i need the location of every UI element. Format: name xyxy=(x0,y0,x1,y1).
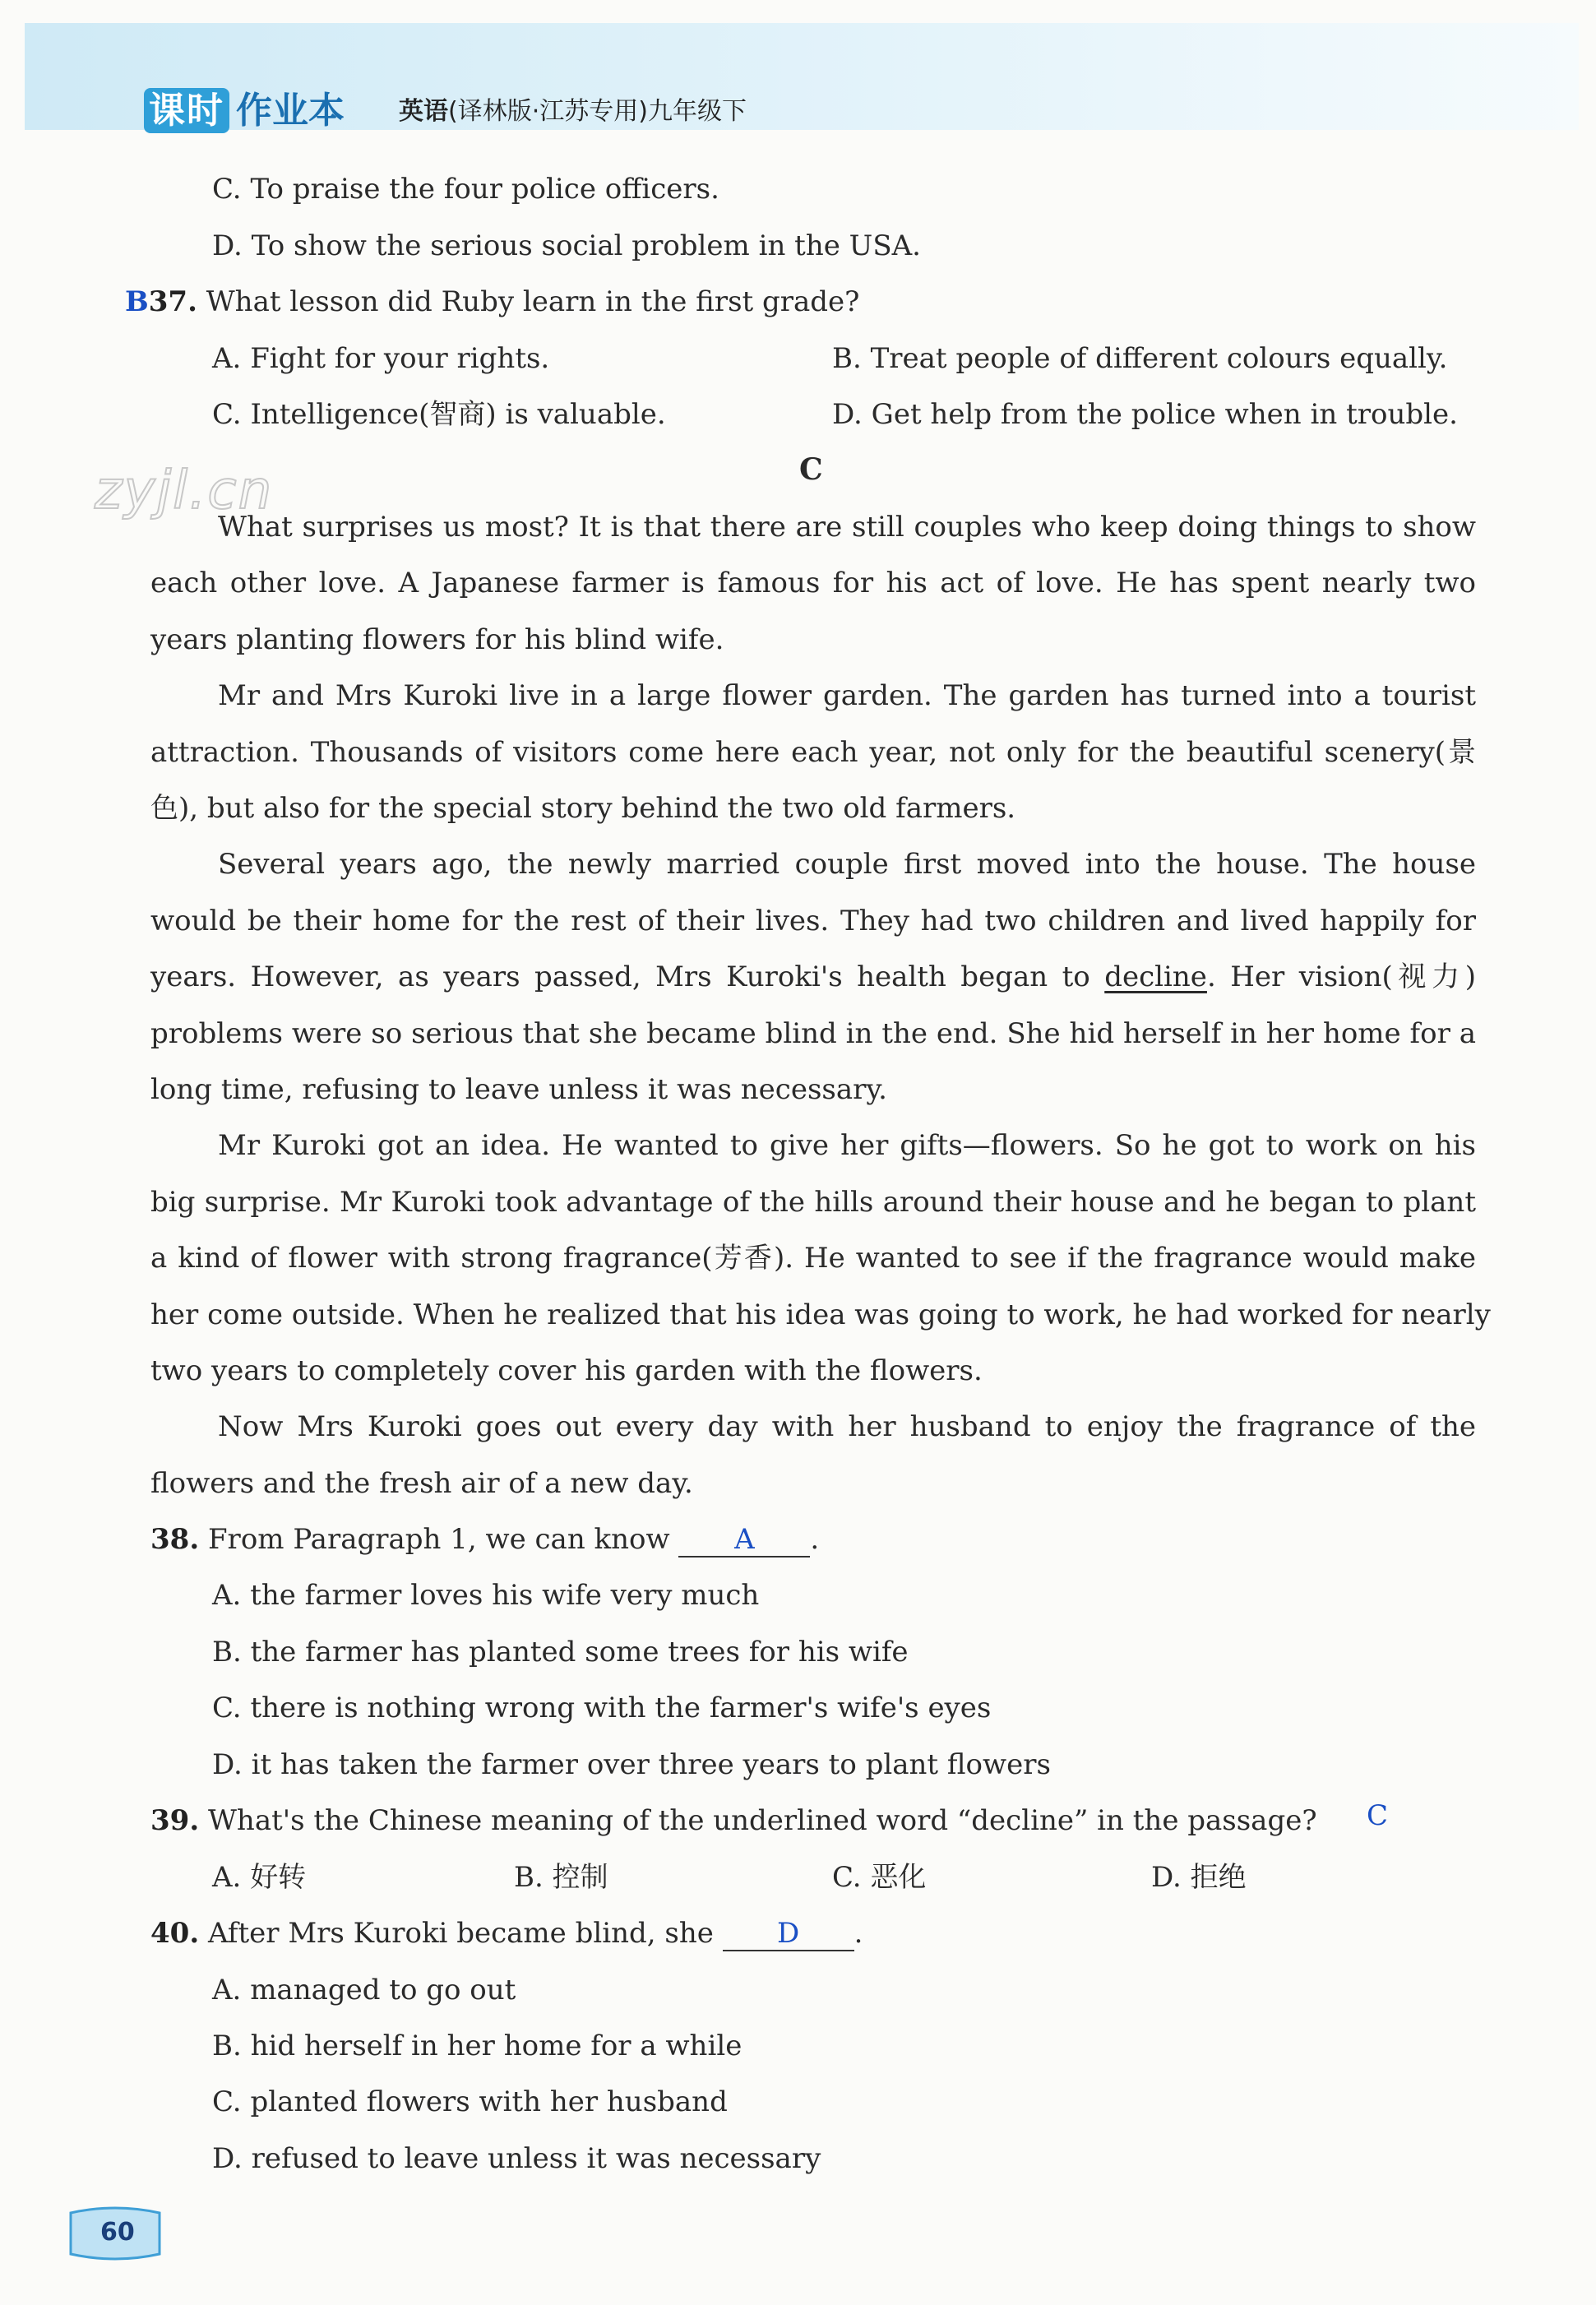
q38-option-d: D. it has taken the farmer over three years to plant flowers xyxy=(212,1748,1051,1781)
passage-line: Now Mrs Kuroki goes out every day with her husband to enjoy the fragrance of the xyxy=(218,1410,1476,1443)
q38-option-b: B. the farmer has planted some trees for his wife xyxy=(212,1636,909,1669)
question-39: 39. What's the Chinese meaning of the underlined word “decline” in the passage? xyxy=(150,1804,1317,1837)
q38-option-a: A. the farmer loves his wife very much xyxy=(212,1579,760,1612)
passage-line: What surprises us most? It is that there are still couples who keep doing things to show xyxy=(218,511,1476,544)
passage-line: 色), but also for the special story behind the two old farmers. xyxy=(150,792,1016,825)
q37-option-c: C. Intelligence(智商) is valuable. xyxy=(212,398,666,431)
passage-line: years planting flowers for his blind wife. xyxy=(150,623,724,656)
passage-line: Mr and Mrs Kuroki live in a large flower garden. The garden has turned into a tourist xyxy=(218,679,1476,712)
passage-line: a kind of flower with strong fragrance(芳香). He wanted to see if the fragrance would make xyxy=(150,1242,1476,1275)
passage-line: her come outside. When he realized that his idea was going to work, he had worked for nearly xyxy=(150,1298,1491,1331)
q37-option-b: B. Treat people of different colours equally. xyxy=(832,342,1448,375)
q40-option-a: A. managed to go out xyxy=(212,1974,516,2006)
prev-option-c: C. To praise the four police officers. xyxy=(212,173,719,206)
prev-option-d: D. To show the serious social problem in the USA. xyxy=(212,229,921,262)
q39-option-a: A. 好转 xyxy=(212,1861,307,1894)
passage-line: each other love. A Japanese farmer is famous for his act of love. He has spent nearly two xyxy=(150,567,1476,599)
watermark: zyjl.cn xyxy=(95,461,274,521)
q40-option-b: B. hid herself in her home for a while xyxy=(212,2030,742,2062)
q37-option-a: A. Fight for your rights. xyxy=(212,342,550,375)
passage-line: years. However, as years passed, Mrs Kuroki's health began to decline. Her vision(视力) xyxy=(150,960,1477,993)
passage-line: Several years ago, the newly married couple first moved into the house. The house xyxy=(218,848,1476,881)
answer-blank: D xyxy=(723,1917,854,1951)
passage-line: long time, refusing to leave unless it was necessary. xyxy=(150,1073,887,1106)
answer-mark: B xyxy=(125,285,149,318)
book-logo: 课时 作业本 xyxy=(144,81,345,133)
q38-option-c: C. there is nothing wrong with the farmer's wife's eyes xyxy=(212,1692,992,1724)
underlined-word: decline xyxy=(1104,960,1207,993)
answer-mark: C xyxy=(1367,1799,1389,1832)
book-subtitle: 英语(译林版·江苏专用)九年级下 xyxy=(399,97,747,126)
passage-line: attraction. Thousands of visitors come here each year, not only for the beautiful scenery(景 xyxy=(150,736,1476,769)
q39-option-c: C. 恶化 xyxy=(832,1861,927,1894)
q39-option-d: D. 拒绝 xyxy=(1151,1861,1247,1894)
q37-option-d: D. Get help from the police when in trouble. xyxy=(832,398,1458,431)
q40-option-c: C. planted flowers with her husband xyxy=(212,2085,728,2118)
question-37: B37. What lesson did Ruby learn in the first grade? xyxy=(125,285,860,318)
q39-option-b: B. 控制 xyxy=(514,1861,608,1894)
page-number: 60 xyxy=(67,2206,164,2264)
passage-line: flowers and the fresh air of a new day. xyxy=(150,1467,693,1500)
q40-option-d: D. refused to leave unless it was necessary xyxy=(212,2142,821,2175)
passage-line: would be their home for the rest of their lives. They had two children and lived happily for xyxy=(150,905,1476,937)
passage-line: Mr Kuroki got an idea. He wanted to give her gifts—flowers. So he got to work on his xyxy=(218,1129,1476,1162)
question-38: 38. From Paragraph 1, we can know A . xyxy=(150,1523,820,1556)
section-heading: C xyxy=(799,452,823,487)
passage-line: two years to completely cover his garden with the flowers. xyxy=(150,1354,983,1387)
passage-line: big surprise. Mr Kuroki took advantage of the hills around their house and he began to plant xyxy=(150,1186,1476,1219)
question-40: 40. After Mrs Kuroki became blind, she D . xyxy=(150,1917,863,1950)
passage-line: problems were so serious that she became blind in the end. She hid herself in her home for a xyxy=(150,1017,1476,1050)
answer-blank: A xyxy=(678,1523,810,1557)
